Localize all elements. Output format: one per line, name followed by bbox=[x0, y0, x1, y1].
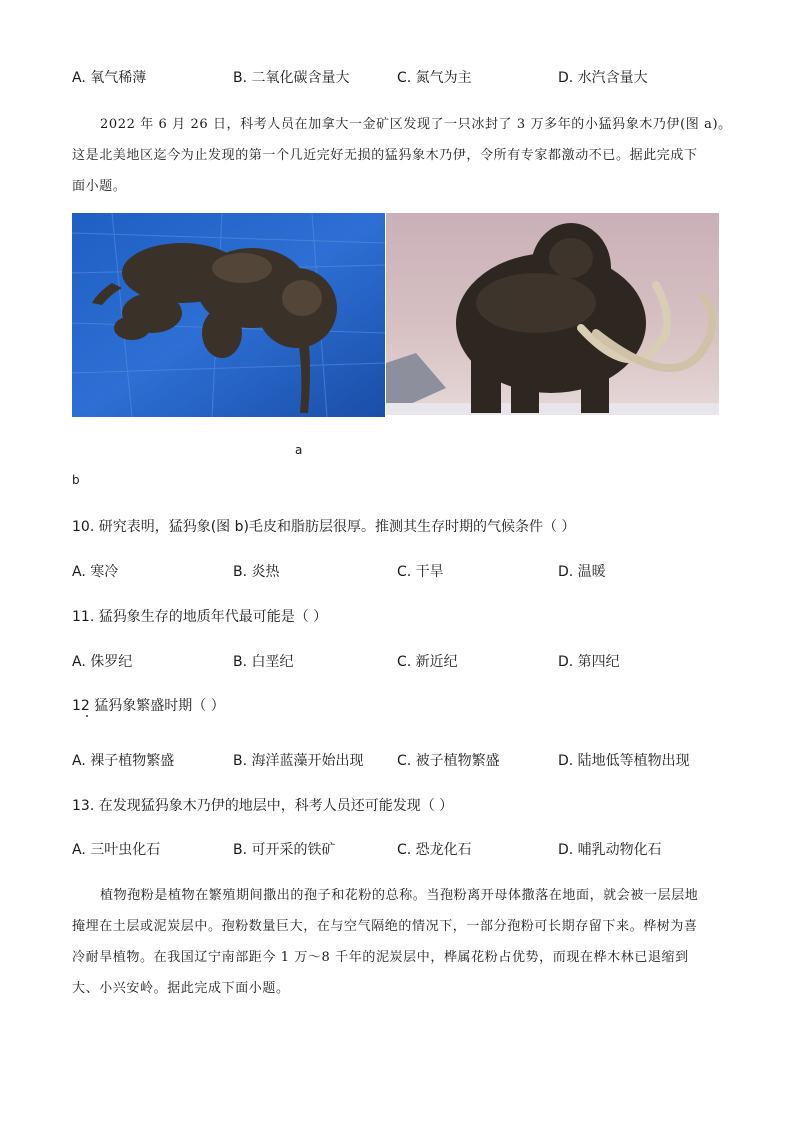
intro1-line3: 面小题。 bbox=[72, 179, 127, 194]
q12-option-b: B. 海洋蓝藻开始出现 bbox=[233, 753, 364, 769]
intro2-line1: 植物孢粉是植物在繁殖期间撒出的孢子和花粉的总称。当孢粉离开母体撒落在地面，就会被一层层地 bbox=[100, 888, 699, 903]
q10-option-a: A. 寒冷 bbox=[72, 564, 119, 580]
intro2-line4: 大、小兴安岭。据此完成下面小题。 bbox=[72, 981, 290, 996]
option-b: B. 二氧化碳含量大 bbox=[233, 70, 350, 86]
q11-option-b: B. 白垩纪 bbox=[233, 654, 294, 670]
option-d: D. 水汽含量大 bbox=[558, 70, 648, 86]
q11-option-a: A. 侏罗纪 bbox=[72, 654, 133, 670]
mummy-photo bbox=[72, 213, 385, 417]
option-a: A. 氧气稀薄 bbox=[72, 70, 147, 86]
figure-label-a: a bbox=[295, 443, 303, 457]
intro2-line3: 冷耐旱植物。在我国辽宁南部距今 1 万～8 千年的泥炭层中，桦属花粉占优势，而现在桦木林已退缩到 bbox=[72, 950, 689, 965]
figure-label-b: b bbox=[72, 473, 80, 487]
question-11-stem: 11. 猛犸象生存的地质年代最可能是（ ） bbox=[72, 609, 328, 625]
mammoth-illustration bbox=[386, 213, 719, 415]
intro2-line2: 掩埋在土层或泥炭层中。孢粉数量巨大，在与空气隔绝的情况下，一部分孢粉可长期存留下来。桦树为喜 bbox=[72, 919, 698, 934]
q13-option-a: A. 三叶虫化石 bbox=[72, 842, 161, 858]
q10-option-c: C. 干旱 bbox=[397, 564, 444, 580]
q12-option-d: D. 陆地低等植物出现 bbox=[558, 753, 690, 769]
q10-option-d: D. 温暖 bbox=[558, 564, 606, 580]
q10-option-b: B. 炎热 bbox=[233, 564, 280, 580]
question-13-stem: 13. 在发现猛犸象木乃伊的地层中，科考人员还可能发现（ ） bbox=[72, 798, 454, 814]
intro1-line1: 2022 年 6 月 26 日，科考人员在加拿大一金矿区发现了一只冰封了 3 万多年的小猛犸象木乃伊(图 a)。 bbox=[100, 117, 732, 132]
q12-option-a: A. 裸子植物繁盛 bbox=[72, 753, 175, 769]
option-c: C. 氮气为主 bbox=[397, 70, 472, 86]
q13-option-b: B. 可开采的铁矿 bbox=[233, 842, 336, 858]
intro1-line2: 这是北美地区迄今为止发现的第一个几近完好无损的猛犸象木乃伊，令所有专家都激动不已。据此完成下 bbox=[72, 148, 698, 163]
q13-option-d: D. 哺乳动物化石 bbox=[558, 842, 662, 858]
stray-dot bbox=[86, 715, 88, 717]
question-10-stem: 10. 研究表明，猛犸象(图 b)毛皮和脂肪层很厚。推测其生存时期的气候条件（ ） bbox=[72, 519, 576, 535]
question-12-stem: 12 猛犸象繁盛时期（ ） bbox=[72, 698, 225, 714]
q11-option-d: D. 第四纪 bbox=[558, 654, 620, 670]
q13-option-c: C. 恐龙化石 bbox=[397, 842, 472, 858]
q11-option-c: C. 新近纪 bbox=[397, 654, 458, 670]
q12-option-c: C. 被子植物繁盛 bbox=[397, 753, 500, 769]
